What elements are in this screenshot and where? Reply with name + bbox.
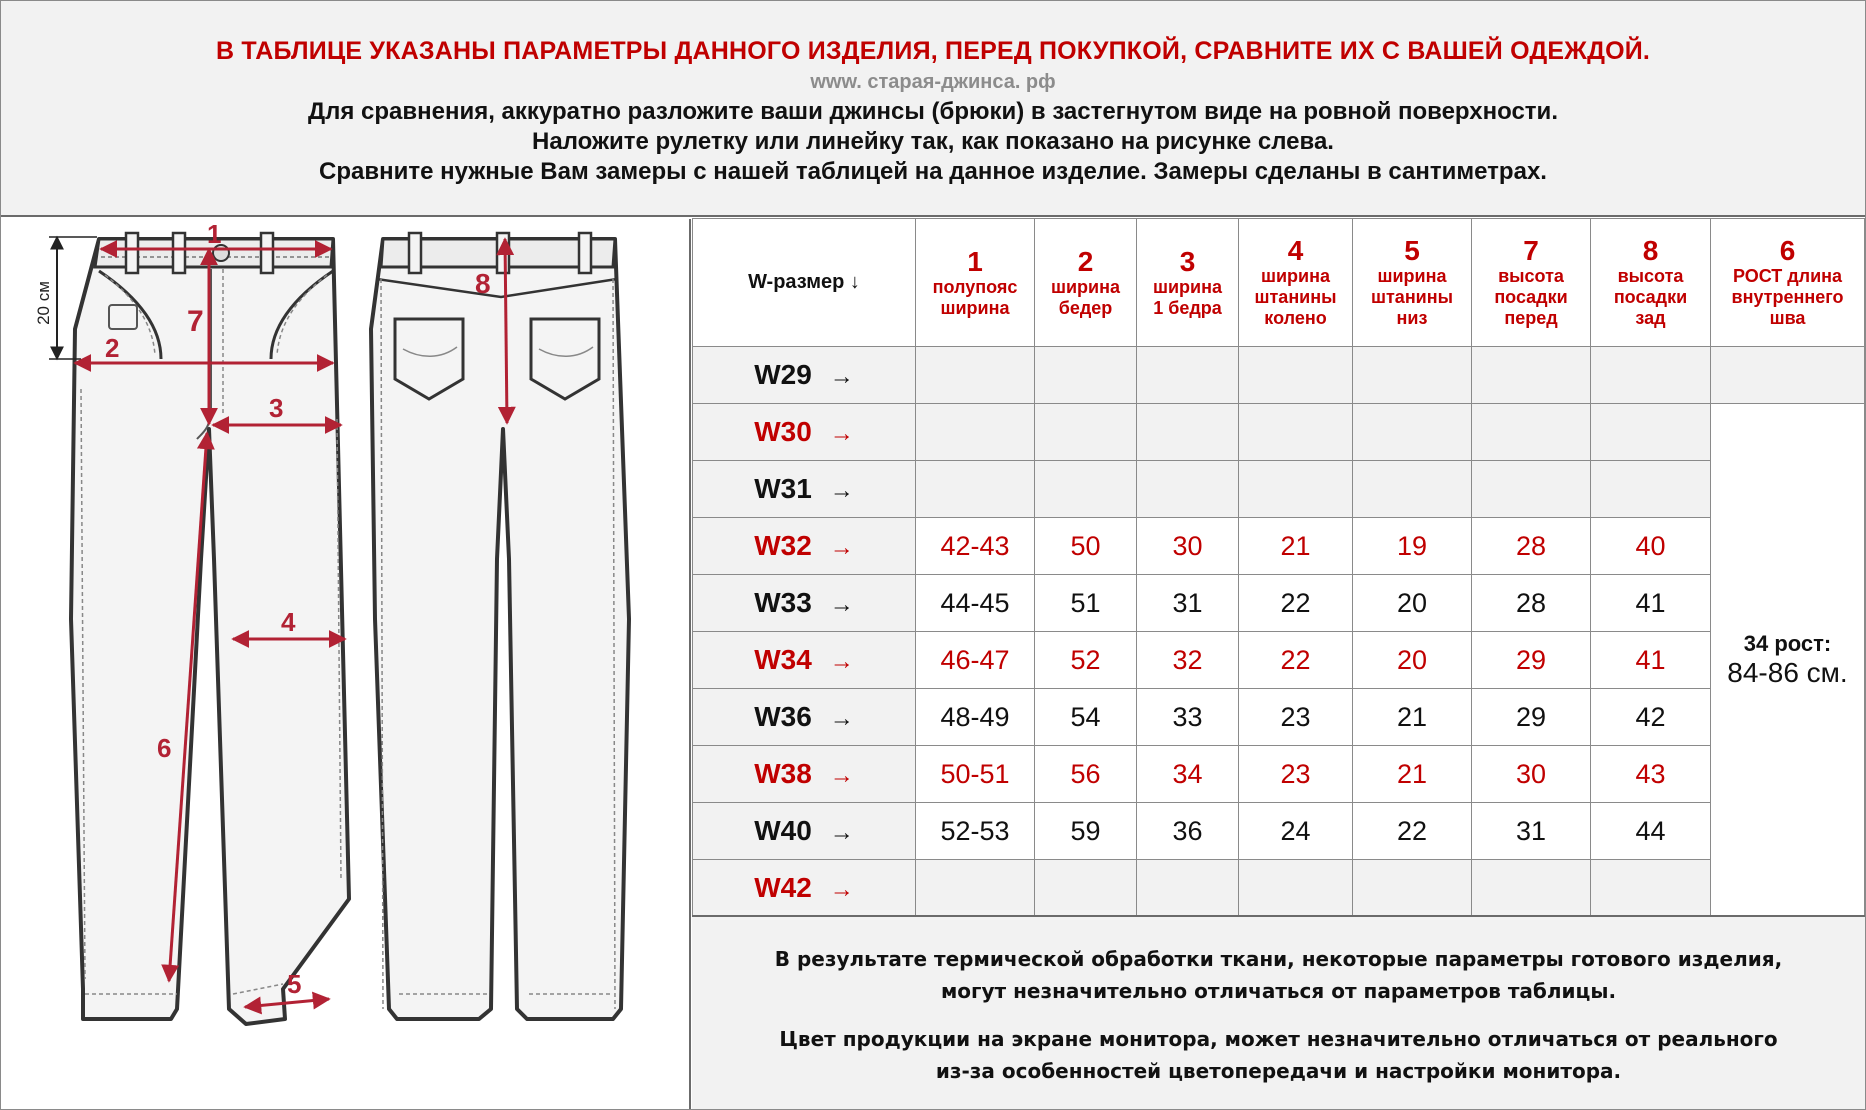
- column-header: 5 ширина штанины низ: [1353, 219, 1472, 347]
- empty-cell: [1472, 860, 1591, 917]
- measure-cell: 21: [1353, 746, 1472, 803]
- size-label: W29: [754, 359, 812, 390]
- measure-cell: 48-49: [916, 689, 1035, 746]
- notice-line-2: могут незначительно отличаться от параметров таблицы.: [940, 979, 1617, 1003]
- empty-cell: [1035, 860, 1137, 917]
- empty-cell: [1591, 347, 1711, 404]
- measure-cell: 50: [1035, 518, 1137, 575]
- measure-cell: 20: [1353, 632, 1472, 689]
- footer-notice: [692, 915, 1865, 1109]
- column-header: 7 высота посадки перед: [1472, 219, 1591, 347]
- measure-cell: 23: [1239, 746, 1353, 803]
- arrow-right-icon: →: [829, 705, 854, 732]
- column-header: 3 ширина 1 бедра: [1137, 219, 1239, 347]
- svg-text:2: 2: [105, 333, 120, 363]
- measure-cell: 30: [1472, 746, 1591, 803]
- table-row: [693, 461, 1865, 518]
- column-header: 1 полупояс ширина: [916, 219, 1035, 347]
- table-body: [693, 347, 1865, 917]
- arrow-right-icon: →: [829, 876, 854, 903]
- size-label: W30: [754, 416, 812, 447]
- measure-cell: 22: [1353, 803, 1472, 860]
- measure-cell: 31: [1472, 803, 1591, 860]
- empty-cell: [1239, 860, 1353, 917]
- empty-cell: [1472, 404, 1591, 461]
- header-band: [1, 1, 1865, 217]
- measure-cell: 41: [1591, 632, 1711, 689]
- svg-text:1: 1: [207, 219, 222, 249]
- empty-cell: [1239, 461, 1353, 518]
- svg-text:6: 6: [157, 733, 172, 763]
- empty-cell: [1239, 404, 1353, 461]
- column-header: 2 ширина бедер: [1035, 219, 1137, 347]
- size-cell: [693, 404, 916, 461]
- measure-cell: 19: [1353, 518, 1472, 575]
- measure-cell: 34: [1137, 746, 1239, 803]
- arrow-right-icon: →: [829, 648, 854, 675]
- empty-cell: [1353, 860, 1472, 917]
- measure-cell: 23: [1239, 689, 1353, 746]
- svg-text:4: 4: [281, 607, 296, 637]
- size-label: W32: [754, 530, 812, 561]
- size-cell: [693, 575, 916, 632]
- empty-cell: [916, 461, 1035, 518]
- size-cell: [693, 860, 916, 917]
- column-header: 6 РОСТ длина внутреннего шва: [1711, 219, 1865, 347]
- size-label: W38: [754, 758, 812, 789]
- table-row: [693, 803, 1865, 860]
- table-row: [693, 632, 1865, 689]
- size-cell: [693, 803, 916, 860]
- svg-text:3: 3: [269, 393, 284, 423]
- arrow-right-icon: →: [829, 363, 854, 390]
- warning-text: В ТАБЛИЦЕ УКАЗАНЫ ПАРАМЕТРЫ ДАННОГО ИЗДЕЛИЯ, ПЕРЕД ПОКУПКОЙ, СРАВНИТЕ ИХ С ВАШЕЙ ОДЕЖДОЙ.: [215, 37, 1651, 65]
- arrow-right-icon: →: [829, 762, 854, 789]
- measure-cell: 32: [1137, 632, 1239, 689]
- instruction-line-2: Наложите рулетку или линейку так, как показано на рисунке слева.: [532, 128, 1334, 155]
- measure-cell: 22: [1239, 632, 1353, 689]
- size-label: W42: [754, 872, 812, 903]
- measure-cell: 43: [1591, 746, 1711, 803]
- measure-cell: 52: [1035, 632, 1137, 689]
- column-header: 4 ширина штанины колено: [1239, 219, 1353, 347]
- jeans-drawing: [1, 219, 689, 1109]
- table-row: [693, 347, 1865, 404]
- table-row: [693, 518, 1865, 575]
- size-column-header: W-размер ↓: [693, 219, 916, 347]
- size-label: W40: [754, 815, 812, 846]
- measure-cell: 54: [1035, 689, 1137, 746]
- measure-cell: 30: [1137, 518, 1239, 575]
- measure-cell: 21: [1353, 689, 1472, 746]
- table-row: [693, 404, 1865, 461]
- measure-cell: 50-51: [916, 746, 1035, 803]
- empty-cell: [1353, 461, 1472, 518]
- size-cell: [693, 461, 916, 518]
- measure-cell: 46-47: [916, 632, 1035, 689]
- size-label: W31: [754, 473, 812, 504]
- measure-cell: 56: [1035, 746, 1137, 803]
- measure-cell: 44: [1591, 803, 1711, 860]
- table-row: [693, 860, 1865, 917]
- notice-line-3: Цвет продукции на экране монитора, может незначительно отличаться от реального: [779, 1027, 1778, 1051]
- measure-cell: 22: [1239, 575, 1353, 632]
- measure-cell: 44-45: [916, 575, 1035, 632]
- empty-cell: [1035, 347, 1137, 404]
- notice-line-1: В результате термической обработки ткани, некоторые параметры готового изделия,: [774, 947, 1783, 971]
- site-url: www. старая-джинса. рф: [810, 71, 1056, 93]
- empty-cell: [916, 860, 1035, 917]
- empty-cell: [1591, 461, 1711, 518]
- measure-cell: 41: [1591, 575, 1711, 632]
- svg-text:7: 7: [187, 305, 204, 338]
- measure-cell: 31: [1137, 575, 1239, 632]
- arrow-right-icon: →: [829, 534, 854, 561]
- empty-cell: [1711, 347, 1865, 404]
- table-row: [693, 689, 1865, 746]
- column-header: 8 высота посадки зад: [1591, 219, 1711, 347]
- table-row: [693, 746, 1865, 803]
- measure-cell: 52-53: [916, 803, 1035, 860]
- measure-cell: 28: [1472, 575, 1591, 632]
- empty-cell: [1137, 347, 1239, 404]
- arrow-right-icon: →: [829, 819, 854, 846]
- size-cell: [693, 746, 916, 803]
- measure-cell: 20: [1353, 575, 1472, 632]
- jeans-measurement-illustration: [1, 219, 691, 1109]
- growth-cell: [1711, 404, 1865, 917]
- arrow-right-icon: →: [829, 420, 854, 447]
- svg-text:8: 8: [475, 268, 491, 299]
- empty-cell: [1591, 860, 1711, 917]
- size-label: W33: [754, 587, 812, 618]
- empty-cell: [1035, 461, 1137, 518]
- size-cell: [693, 518, 916, 575]
- size-table: [692, 218, 1865, 917]
- measure-cell: 29: [1472, 632, 1591, 689]
- notice-line-4: из-за особенностей цветопередачи и настройки монитора.: [935, 1059, 1622, 1083]
- measure-cell: 42-43: [916, 518, 1035, 575]
- growth-label: 34 рост:: [1743, 631, 1832, 656]
- size-label: W34: [754, 644, 812, 675]
- size-cell: [693, 632, 916, 689]
- empty-cell: [1239, 347, 1353, 404]
- table-row: [693, 575, 1865, 632]
- empty-cell: [1472, 461, 1591, 518]
- instruction-line-1: Для сравнения, аккуратно разложите ваши джинсы (брюки) в застегнутом виде на ровной поверхности.: [308, 98, 1558, 125]
- measure-cell: 42: [1591, 689, 1711, 746]
- measure-cell: 21: [1239, 518, 1353, 575]
- measure-cell: 33: [1137, 689, 1239, 746]
- empty-cell: [1591, 404, 1711, 461]
- measure-cell: 28: [1472, 518, 1591, 575]
- empty-cell: [1472, 347, 1591, 404]
- measure-cell: 51: [1035, 575, 1137, 632]
- arrow-right-icon: →: [829, 591, 854, 618]
- back-view: [371, 233, 629, 1019]
- measure-cell: 59: [1035, 803, 1137, 860]
- measure-cell: 36: [1137, 803, 1239, 860]
- empty-cell: [916, 404, 1035, 461]
- size-cell: [693, 689, 916, 746]
- growth-value: 84-86 см.: [1727, 657, 1848, 688]
- empty-cell: [1353, 347, 1472, 404]
- measure-cell: 29: [1472, 689, 1591, 746]
- empty-cell: [1137, 404, 1239, 461]
- empty-cell: [1353, 404, 1472, 461]
- empty-cell: [1137, 461, 1239, 518]
- size-label: W36: [754, 701, 812, 732]
- scale-label: 20 см: [34, 281, 53, 325]
- empty-cell: [1137, 860, 1239, 917]
- measure-cell: 24: [1239, 803, 1353, 860]
- table-header-row: [693, 219, 1865, 347]
- svg-text:5: 5: [287, 969, 302, 999]
- size-cell: [693, 347, 916, 404]
- empty-cell: [916, 347, 1035, 404]
- arrow-right-icon: →: [829, 477, 854, 504]
- instruction-line-3: Сравните нужные Вам замеры с нашей таблицей на данное изделие. Замеры сделаны в сантиметрах.: [319, 158, 1547, 185]
- empty-cell: [1035, 404, 1137, 461]
- measure-cell: 40: [1591, 518, 1711, 575]
